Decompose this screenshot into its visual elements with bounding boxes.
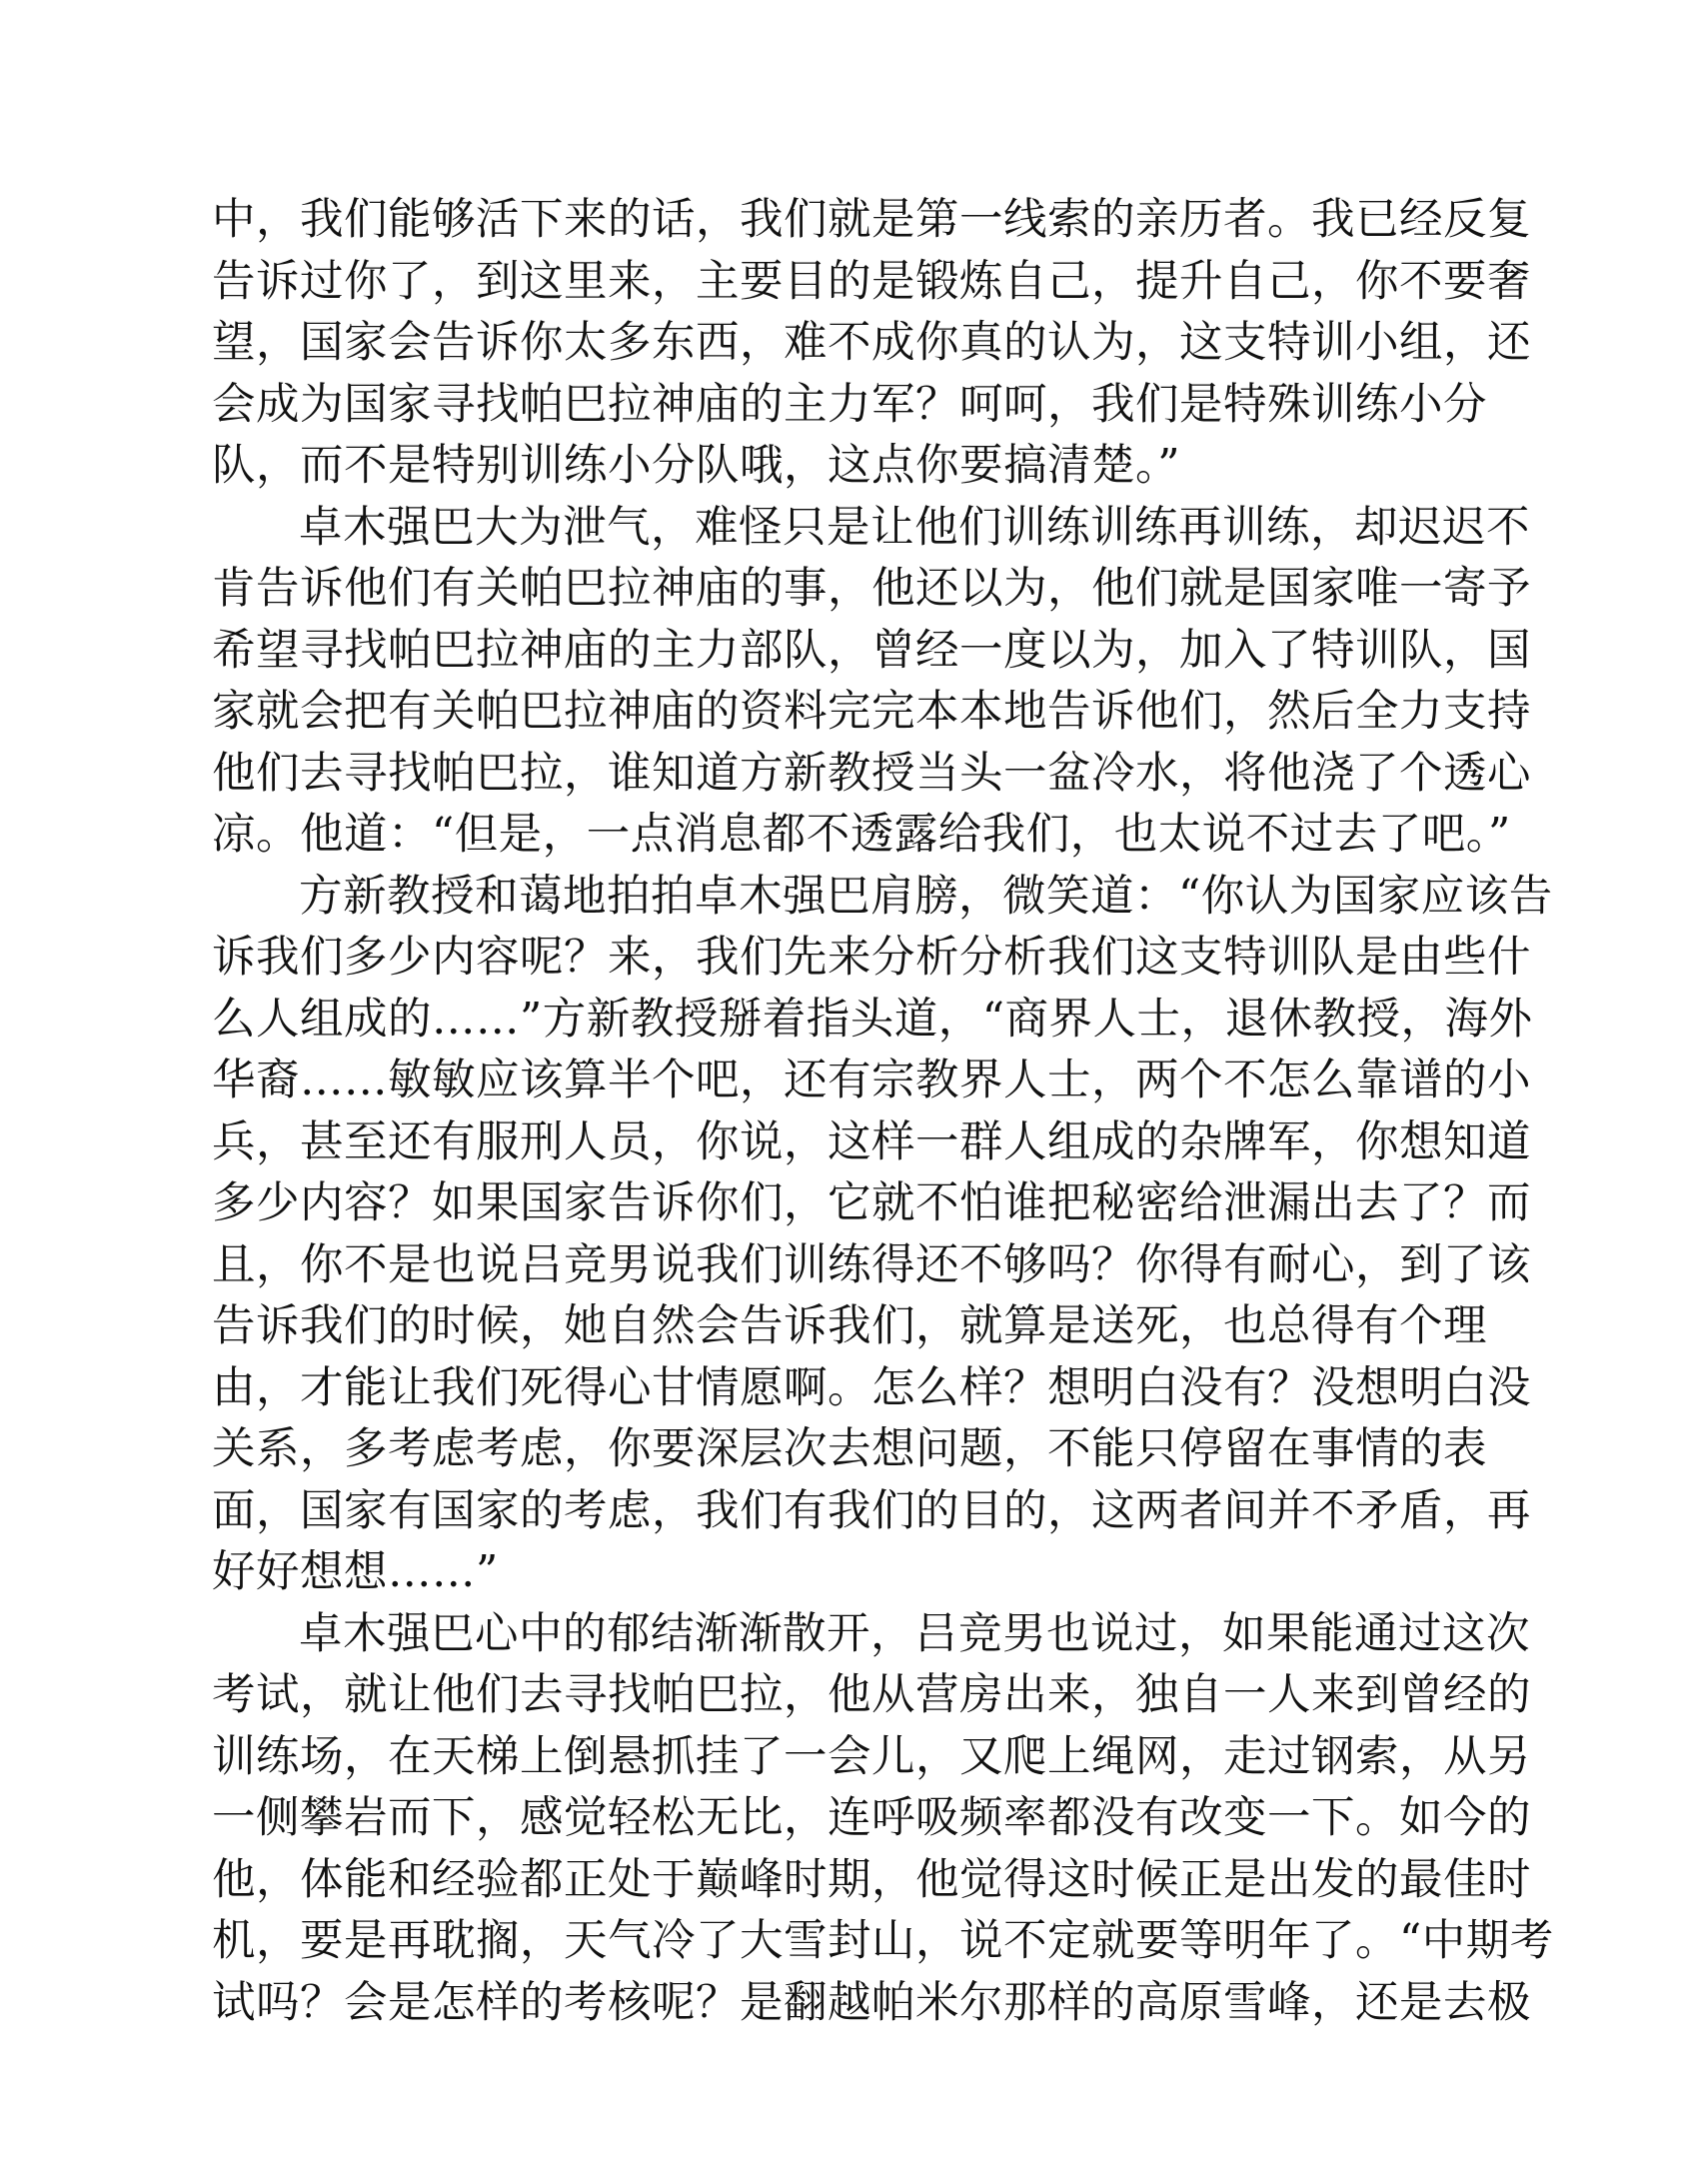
text-line: 会成为国家寻找帕巴拉神庙的主力军？呵呵，我们是特殊训练小分 xyxy=(212,379,1487,430)
text-line: 卓木强巴大为泄气，难怪只是让他们训练训练再训练，却迟迟不 xyxy=(299,502,1530,553)
text-line: 家就会把有关帕巴拉神庙的资料完完本本地告诉他们，然后全力支持 xyxy=(212,687,1531,737)
paragraph-4 xyxy=(212,1604,1554,2035)
paragraph-3 xyxy=(212,867,1553,1604)
text-line: 么人组成的……”方新教授掰着指头道，“商界人士，退休教授，海外 xyxy=(212,994,1533,1045)
text-line: 他们去寻找帕巴拉，谁知道方新教授当头一盆冷水，将他浇了个透心 xyxy=(212,748,1531,799)
text-line: 多少内容？如果国家告诉你们，它就不怕谁把秘密给泄漏出去了？而 xyxy=(212,1178,1531,1228)
text-line: 训练场，在天梯上倒悬抓挂了一会儿，又爬上绳网，走过钢索，从另 xyxy=(212,1731,1531,1782)
text-line: 一侧攀岩而下，感觉轻松无比，连呼吸频率都没有改变一下。如今的 xyxy=(212,1793,1531,1843)
text-line: 诉我们多少内容呢？来，我们先来分析分析我们这支特训队是由些什 xyxy=(212,933,1531,983)
text-line: 望，国家会告诉你太多东西，难不成你真的认为，这支特训小组，还 xyxy=(212,318,1531,368)
text-line: 告诉我们的时候，她自然会告诉我们，就算是送死，也总得有个理 xyxy=(212,1301,1487,1351)
paragraph-2 xyxy=(212,498,1531,867)
text-line: 面，国家有国家的考虑，我们有我们的目的，这两者间并不矛盾，再 xyxy=(212,1485,1531,1536)
text-line: 告诉过你了，到这里来，主要目的是锻炼自己，提升自己，你不要奢 xyxy=(212,256,1531,307)
text-line: 他，体能和经验都正处于巅峰时期，他觉得这时候正是出发的最佳时 xyxy=(212,1854,1531,1905)
document-page xyxy=(212,190,1554,2034)
text-line: 希望寻找帕巴拉神庙的主力部队，曾经一度以为，加入了特训队，国 xyxy=(212,625,1531,676)
text-line: 机，要是再耽搁，天气冷了大雪封山，说不定就要等明年了。“中期考 xyxy=(212,1916,1554,1966)
text-line: 且，你不是也说吕竞男说我们训练得还不够吗？你得有耐心，到了该 xyxy=(212,1239,1531,1290)
text-line: 关系，多考虑考虑，你要深层次去想问题，不能只停留在事情的表 xyxy=(212,1424,1487,1474)
text-line: 试吗？会是怎样的考核呢？是翻越帕米尔那样的高原雪峰，还是去极 xyxy=(212,1977,1531,2028)
text-line: 凉。他道：“但是，一点消息都不透露给我们，也太说不过去了吧。” xyxy=(212,810,1511,860)
text-line: 华裔……敏敏应该算半个吧，还有宗教界人士，两个不怎么靠谱的小 xyxy=(212,1056,1531,1105)
text-line: 由，才能让我们死得心甘情愿啊。怎么样？想明白没有？没想明白没 xyxy=(212,1362,1531,1413)
text-line: 考试，就让他们去寻找帕巴拉，他从营房出来，独自一人来到曾经的 xyxy=(212,1670,1531,1720)
text-line: 肯告诉他们有关帕巴拉神庙的事，他还以为，他们就是国家唯一寄予 xyxy=(212,564,1531,614)
text-line: 兵，甚至还有服刑人员，你说，这样一群人组成的杂牌军，你想知道 xyxy=(212,1116,1531,1167)
text-line: 卓木强巴心中的郁结渐渐散开，吕竞男也说过，如果能通过这次 xyxy=(299,1608,1530,1659)
paragraph-1 xyxy=(212,190,1531,498)
text-line: 好好想想……” xyxy=(212,1547,499,1597)
text-line: 队，而不是特别训练小分队哦，这点你要搞清楚。” xyxy=(212,441,1180,491)
text-line: 方新教授和蔼地拍拍卓木强巴肩膀，微笑道：“你认为国家应该告 xyxy=(299,871,1553,922)
text-line: 中，我们能够活下来的话，我们就是第一线索的亲历者。我已经反复 xyxy=(212,195,1531,245)
